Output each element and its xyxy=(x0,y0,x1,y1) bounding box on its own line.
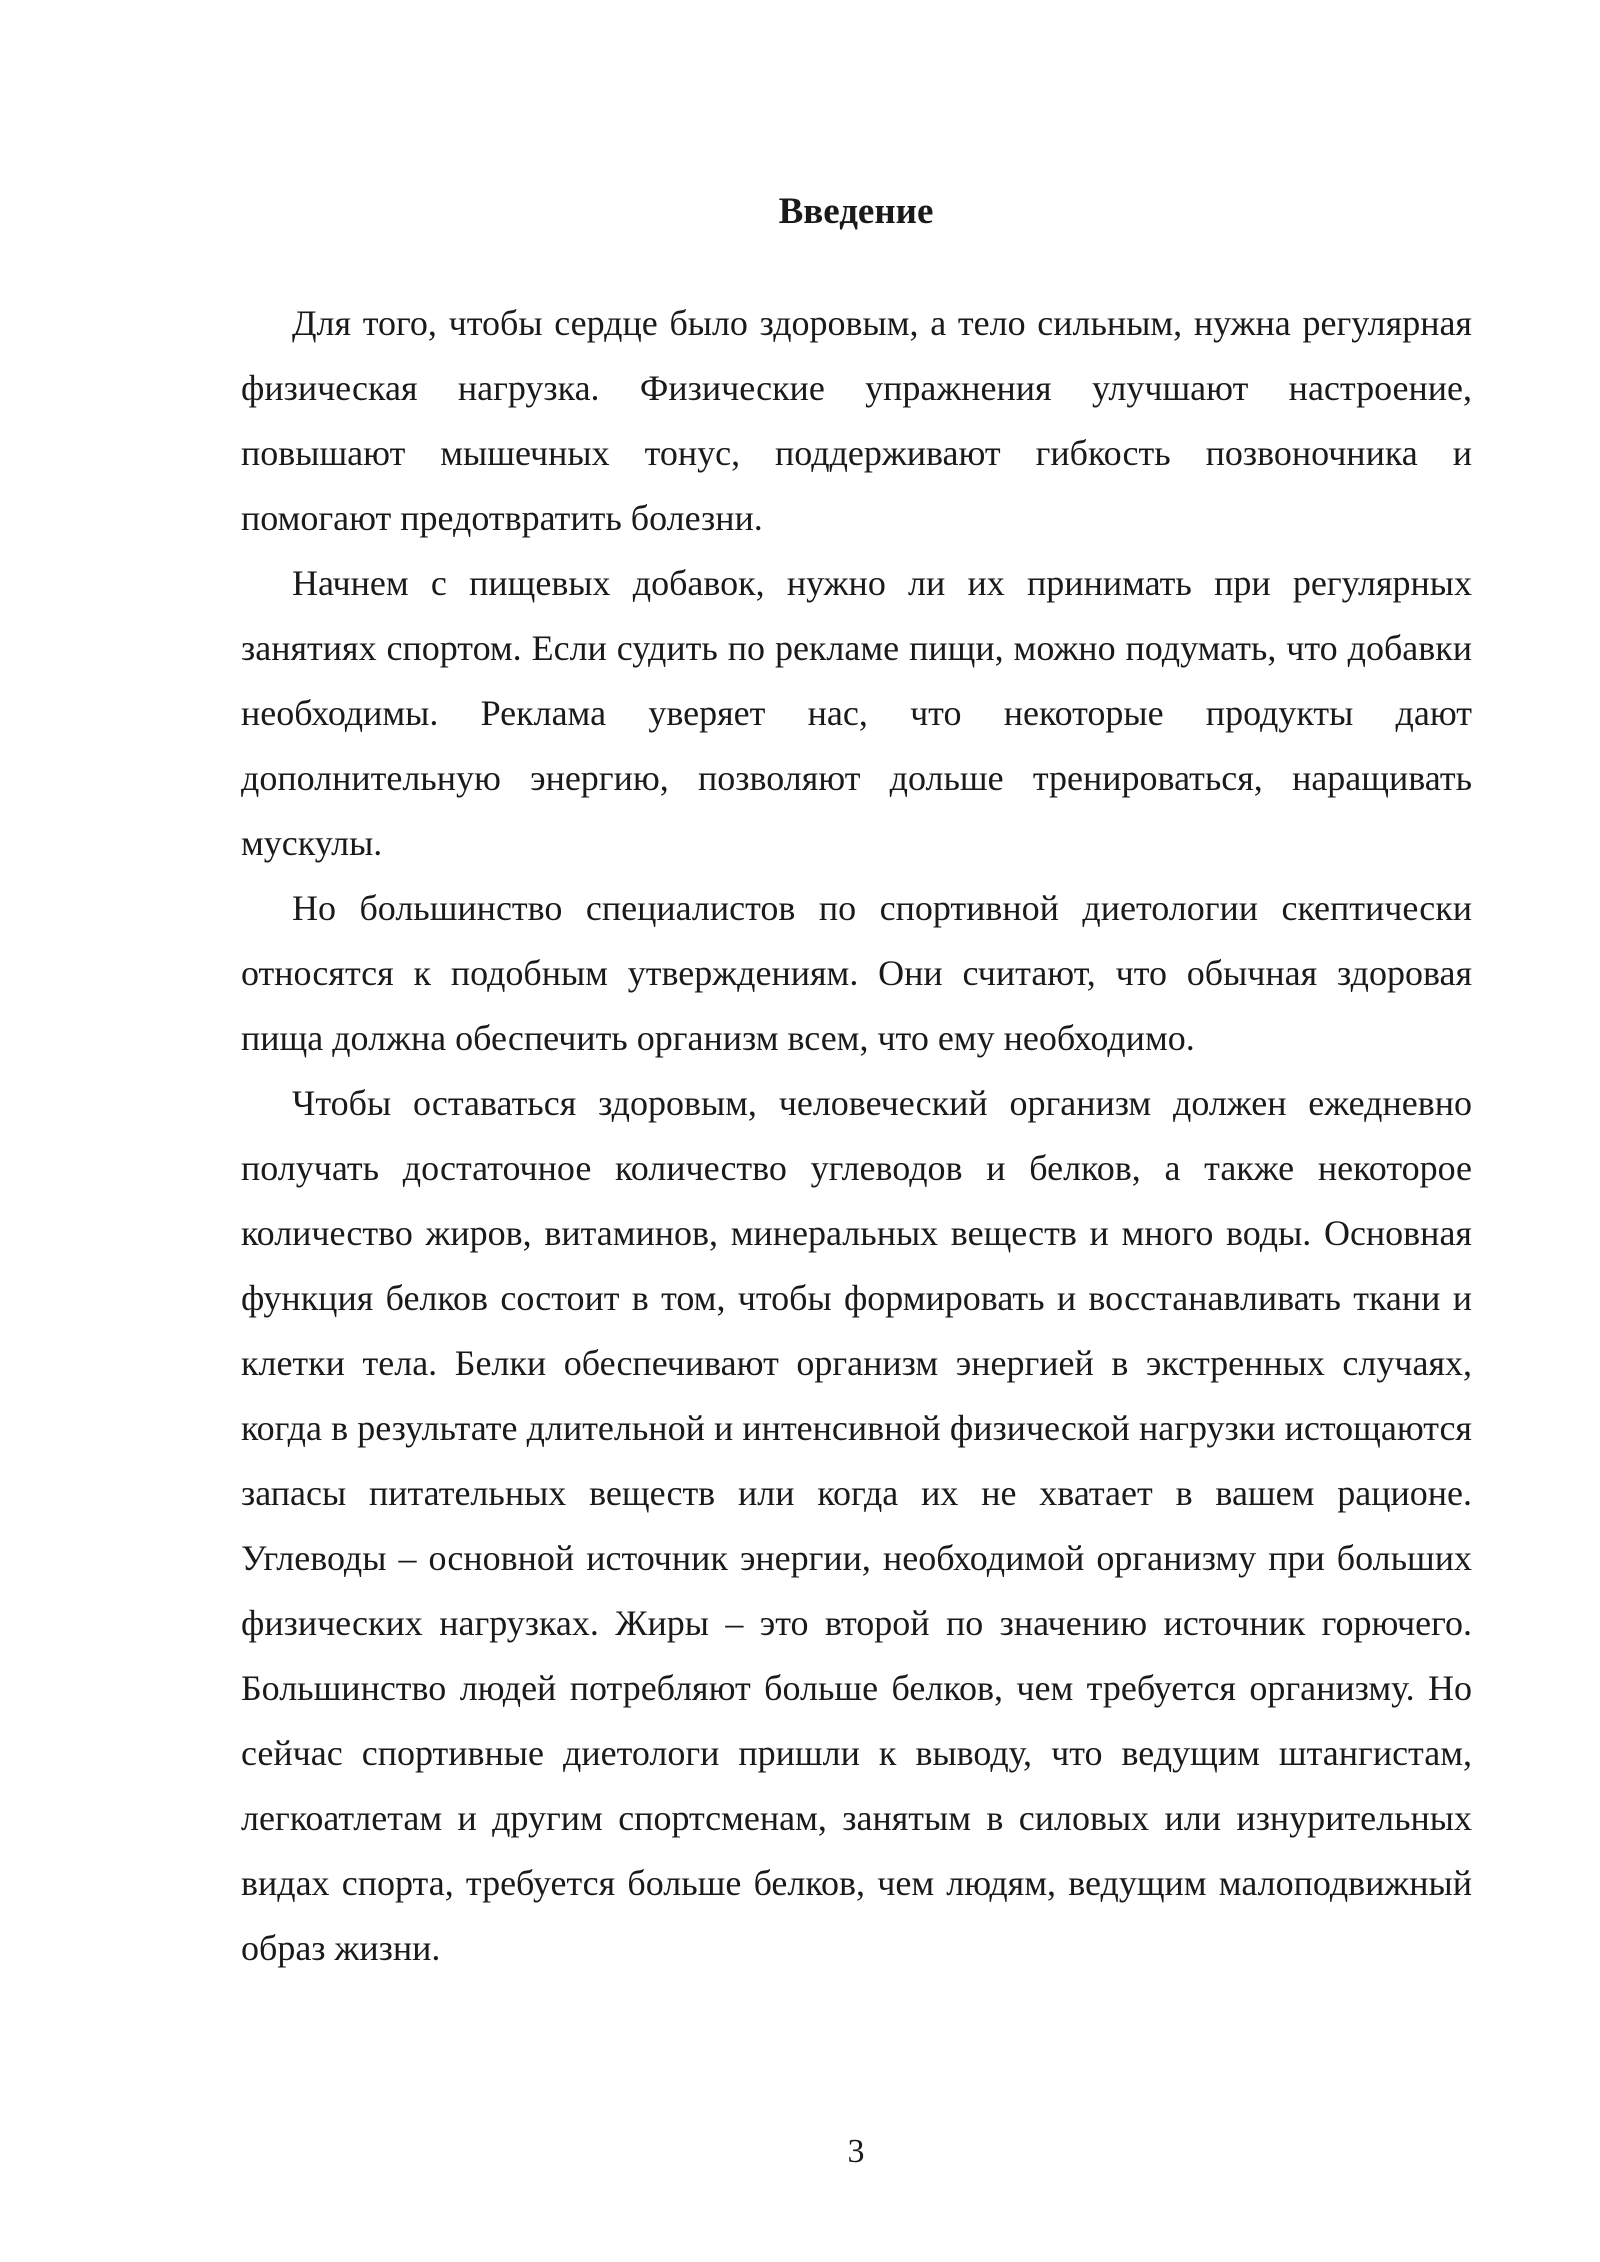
section-title: Введение xyxy=(778,191,934,232)
paragraph-2: Начнем с пищевых добавок, нужно ли их принимать при регулярных занятиях спортом. Если судить по рекламе пищи, можно подумать, что добавки необходимы. Реклама уверяет нас, что некоторые продукты дают дополнительную энергию, позволяют дольше тренироваться, наращивать мускулы. xyxy=(241,563,1472,863)
paragraph-4: Чтобы оставаться здоровым, человеческий организм должен ежедневно получать достаточное количество углеводов и белков, а также некоторое количество жиров, витаминов, минеральных веществ и много воды. Основная функция белков состоит в том, чтобы формировать и восстанавливать ткани и клетки тела. Белки обеспечивают организм энергией в экстренных случаях, когда в результате длительной и интенсивной физической нагрузки истощаются запасы питательных веществ или когда их не хватает в вашем рационе. Углеводы – основной источник энергии, необходимой организму при больших физических нагрузках. Жиры – это второй по значению источник горючего. Большинство людей потребляют больше белков, чем требуется организму. Но сейчас спортивные диетологи пришли к выводу, что ведущим штангистам, легкоатлетам и другим спортсменам, занятым в силовых или изнурительных видах спорта, требуется больше белков, чем людям, ведущим малоподвижный образ жизни. xyxy=(241,1083,1472,1968)
page-number: 3 xyxy=(847,2133,865,2170)
paragraph-3: Но большинство специалистов по спортивной диетологии скептически относятся к подобным утверждениям. Они считают, что обычная здоровая пища должна обеспечить организм всем, что ему необходимо. xyxy=(241,888,1472,1058)
body-text xyxy=(241,291,1472,1981)
paragraph-1: Для того, чтобы сердце было здоровым, а тело сильным, нужна регулярная физическая нагрузка. Физические упражнения улучшают настроение, повышают мышечных тонус, поддерживают гибкость позвоночника и помогают предотвратить болезни. xyxy=(241,303,1472,538)
